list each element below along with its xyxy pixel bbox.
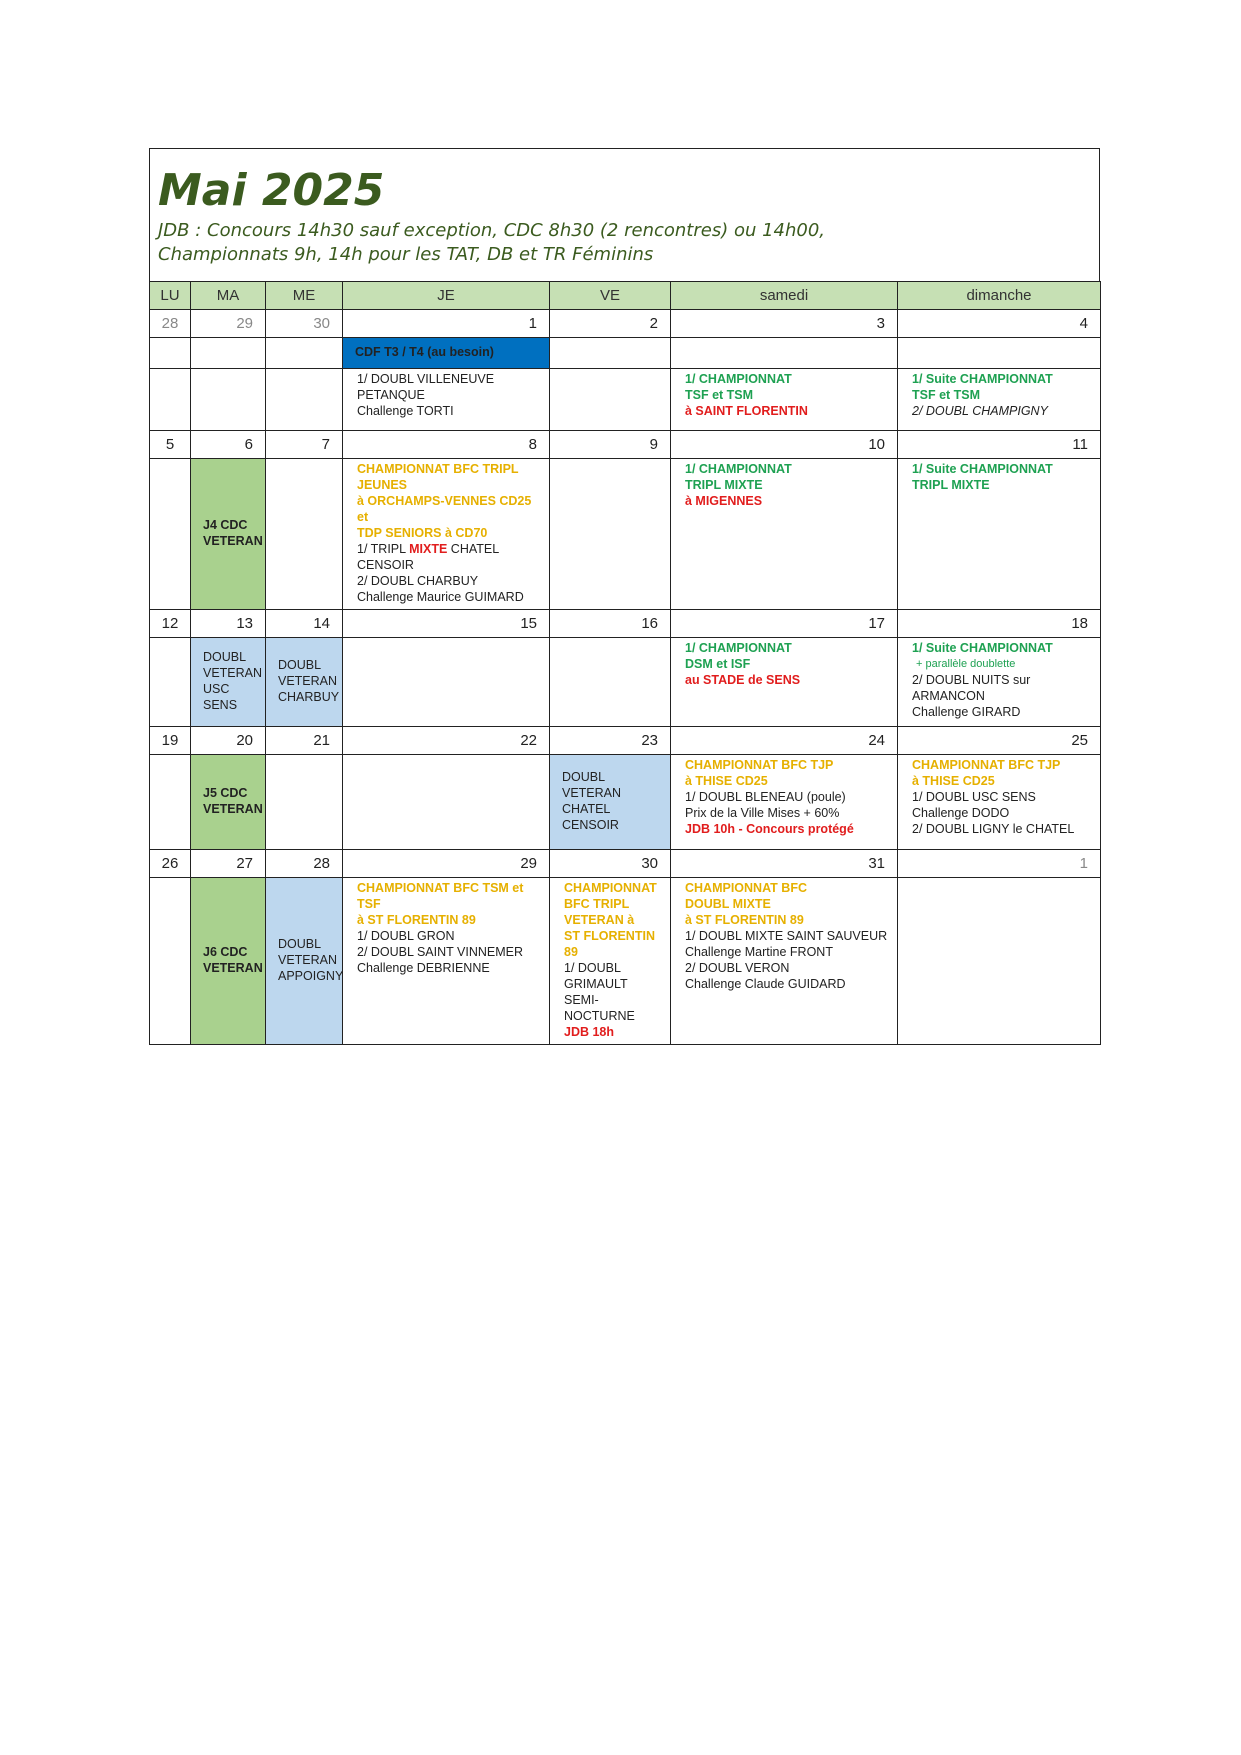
event-cell: 1/ Suite CHAMPIONNAT TSF et TSM 2/ DOUBL CHAMPIGNY (898, 369, 1101, 431)
week-4-events (150, 755, 1101, 850)
event-cell: CHAMPIONNAT BFC DOUBL MIXTE à ST FLORENTIN 89 1/ DOUBL MIXTE SAINT SAUVEUR Challenge Martine FRONT 2/ DOUBL VERON Challenge Claude GUIDARD (671, 878, 898, 1045)
day-number: 15 (343, 610, 550, 638)
week-2-numbers (150, 431, 1101, 459)
weekday-me: ME (266, 282, 343, 310)
week-3-numbers (150, 610, 1101, 638)
day-number: 30 (550, 850, 671, 878)
weekday-ma: MA (191, 282, 266, 310)
day-number: 7 (266, 431, 343, 459)
day-number: 26 (150, 850, 191, 878)
day-number: 16 (550, 610, 671, 638)
day-number: 29 (343, 850, 550, 878)
calendar-header (149, 148, 1100, 281)
doubl-veteran-cell: DOUBL VETERAN USC SENS (191, 638, 266, 727)
day-number: 30 (266, 310, 343, 338)
day-number: 6 (191, 431, 266, 459)
day-number: 11 (898, 431, 1101, 459)
calendar-page (149, 148, 1100, 1045)
doubl-veteran-cell: DOUBL VETERAN CHARBUY (266, 638, 343, 727)
cdf-banner: CDF T3 / T4 (au besoin) (343, 338, 550, 369)
cdc-veteran-cell: J4 CDC VETERAN (191, 459, 266, 610)
event-cell: CHAMPIONNAT BFC TRIPL VETERAN à ST FLORENTIN 89 1/ DOUBL GRIMAULT SEMI-NOCTURNE JDB 18h (550, 878, 671, 1045)
week-4-numbers (150, 727, 1101, 755)
day-number: 29 (191, 310, 266, 338)
weekday-header-row (150, 282, 1101, 310)
doubl-veteran-cell: DOUBL VETERAN APPOIGNY (266, 878, 343, 1045)
day-number: 8 (343, 431, 550, 459)
week-1-events (150, 369, 1101, 431)
doubl-veteran-cell: DOUBL VETERAN CHATEL CENSOIR (550, 755, 671, 850)
day-number: 23 (550, 727, 671, 755)
day-number: 25 (898, 727, 1101, 755)
event-cell: 1/ Suite CHAMPIONNAT + parallèle doublette 2/ DOUBL NUITS sur ARMANCON Challenge GIRARD (898, 638, 1101, 727)
day-number: 27 (191, 850, 266, 878)
event-cell: CHAMPIONNAT BFC TJP à THISE CD25 1/ DOUBL USC SENS Challenge DODO 2/ DOUBL LIGNY le CHATEL (898, 755, 1101, 850)
cdc-veteran-cell: J6 CDC VETERAN (191, 878, 266, 1045)
day-number: 28 (150, 310, 191, 338)
weekday-samedi: samedi (671, 282, 898, 310)
week-1-banner-row (150, 338, 1101, 369)
subtitle-line-1: JDB : Concours 14h30 sauf exception, CDC 8h30 (2 rencontres) ou 14h00, (158, 220, 826, 241)
week-1-numbers (150, 310, 1101, 338)
day-number: 4 (898, 310, 1101, 338)
event-cell: 1/ Suite CHAMPIONNAT TRIPL MIXTE (898, 459, 1101, 610)
event-cell: 1/ CHAMPIONNAT DSM et ISF au STADE de SENS (671, 638, 898, 727)
event-cell: 1/ CHAMPIONNAT TRIPL MIXTE à MIGENNES (671, 459, 898, 610)
page-title: Mai 2025 (158, 165, 385, 216)
day-number: 5 (150, 431, 191, 459)
day-number: 19 (150, 727, 191, 755)
day-number: 1 (898, 850, 1101, 878)
event-cell: 1/ CHAMPIONNAT TSF et TSM à SAINT FLORENTIN (671, 369, 898, 431)
day-number: 21 (266, 727, 343, 755)
weekday-dimanche: dimanche (898, 282, 1101, 310)
week-5-events (150, 878, 1101, 1045)
event-cell: CHAMPIONNAT BFC TJP à THISE CD25 1/ DOUBL BLENEAU (poule) Prix de la Ville Mises + 60% JDB 10h - Concours protégé (671, 755, 898, 850)
day-number: 10 (671, 431, 898, 459)
weekday-je: JE (343, 282, 550, 310)
day-number: 22 (343, 727, 550, 755)
day-number: 14 (266, 610, 343, 638)
day-number: 20 (191, 727, 266, 755)
calendar-table (149, 281, 1101, 1045)
weekday-ve: VE (550, 282, 671, 310)
subtitle-line-2: Championnats 9h, 14h pour les TAT, DB et TR Féminins (158, 244, 654, 265)
day-number: 17 (671, 610, 898, 638)
day-number: 18 (898, 610, 1101, 638)
weekday-lu: LU (150, 282, 191, 310)
week-5-numbers (150, 850, 1101, 878)
day-number: 31 (671, 850, 898, 878)
week-3-events (150, 638, 1101, 727)
day-number: 13 (191, 610, 266, 638)
day-number: 2 (550, 310, 671, 338)
day-number: 9 (550, 431, 671, 459)
day-number: 3 (671, 310, 898, 338)
cdc-veteran-cell: J5 CDC VETERAN (191, 755, 266, 850)
event-cell: CHAMPIONNAT BFC TSM et TSF à ST FLORENTIN 89 1/ DOUBL GRON 2/ DOUBL SAINT VINNEMER Challenge DEBRIENNE (343, 878, 550, 1045)
event-cell: CHAMPIONNAT BFC TRIPL JEUNES à ORCHAMPS-VENNES CD25 et TDP SENIORS à CD70 1/ TRIPL MIXTE CHATEL CENSOIR 2/ DOUBL CHARBUY Challenge Maurice GUIMARD (343, 459, 550, 610)
week-2-events (150, 459, 1101, 610)
day-number: 28 (266, 850, 343, 878)
day-number: 24 (671, 727, 898, 755)
day-number: 1 (343, 310, 550, 338)
day-number: 12 (150, 610, 191, 638)
event-cell: 1/ DOUBL VILLENEUVE PETANQUE Challenge TORTI (343, 369, 550, 431)
